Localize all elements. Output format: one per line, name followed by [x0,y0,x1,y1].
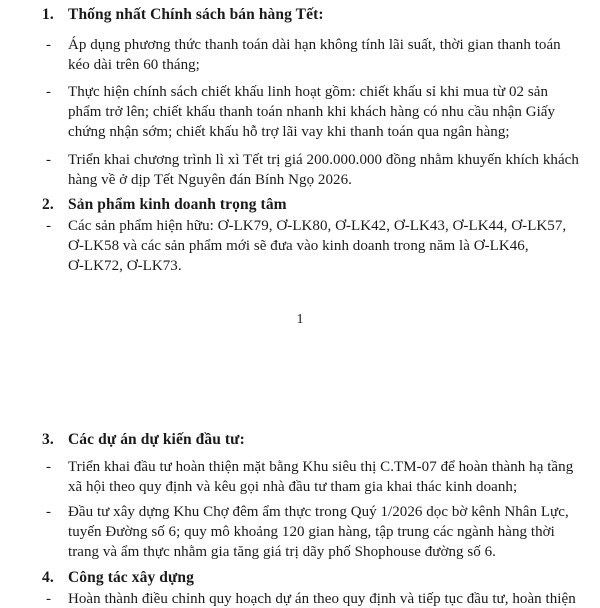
section-3-heading [42,431,245,449]
text-line: chứng nhận sớm; chiết khấu hỗ trợ lãi vay khi thanh toán qua ngân hàng; [68,124,510,140]
text-line: Ơ-LK58 và các sản phẩm mới sẽ đưa vào kinh doanh trong năm là Ơ-LK46, [68,238,529,254]
bullet-dash: - [46,459,51,475]
text-line: kéo dài trên 60 tháng; [68,57,200,73]
section-4-number: 4. [42,569,54,586]
section-4-heading [42,569,194,587]
text-line: phẩm trở lên; chiết khấu thanh toán nhanh khi khách hàng có nhu cầu nhận Giấy [68,104,556,120]
page-separator [0,345,600,405]
section-2-heading [42,196,287,214]
bullet-dash: - [46,37,51,53]
text-line: Thực hiện chính sách chiết khấu linh hoạt gồm: chiết khấu sỉ khi mua từ 02 sản [68,84,549,100]
text-line: Ơ-LK72, Ơ-LK73. [68,258,182,274]
section-1-number: 1. [42,6,54,23]
section-2-number: 2. [42,196,54,213]
text-line: Hoàn thành điều chỉnh quy hoạch dự án theo quy định và tiếp tục đầu tư, hoàn thiện [68,591,576,607]
bullet-dash: - [46,84,51,100]
section-3-number: 3. [42,431,54,448]
text-line: Triển khai chương trình lì xì Tết trị giá 200.000.000 đồng nhằm khuyến khích khách [68,152,579,168]
text-line: trang và ẩm thực nhằm gia tăng giá trị dãy phố Shophouse đường số 6. [68,544,496,560]
section-4-title: Công tác xây dựng [68,569,194,586]
page-number: 1 [296,312,304,327]
text-line: Các sản phẩm hiện hữu: Ơ-LK79, Ơ-LK80, Ơ-LK42, Ơ-LK43, Ơ-LK44, Ơ-LK57, [68,218,567,234]
document-page-2 [0,405,600,607]
text-line: tuyến Đường số 6; quy mô khoảng 120 gian hàng, tập trung các ngành hàng thời [68,524,555,540]
section-1-title: Thống nhất Chính sách bán hàng Tết: [68,6,324,23]
text-line: hàng về ở dịp Tết Nguyên đán Bính Ngọ 2026. [68,172,352,188]
text-line: Triển khai đầu tư hoàn thiện mặt bằng Khu siêu thị C.TM-07 để hoàn thành hạ tầng [68,459,574,475]
section-2-title: Sản phẩm kinh doanh trọng tâm [68,196,287,213]
text-line: xã hội theo quy định và kêu gọi nhà đầu tư tham gia khai thác kinh doanh; [68,479,518,495]
bullet-dash: - [46,152,51,168]
bullet-dash: - [46,504,51,520]
bullet-dash: - [46,591,51,607]
text-line: Đầu tư xây dựng Khu Chợ đêm ẩm thực trong Quý 1/2026 dọc bờ kênh Nhân Lực, [68,504,569,520]
text-line: Áp dụng phương thức thanh toán dài hạn không tính lãi suất, thời gian thanh toán [68,37,561,53]
bullet-dash: - [46,218,51,234]
section-1-heading [42,6,324,24]
section-3-title: Các dự án dự kiến đầu tư: [68,431,245,448]
